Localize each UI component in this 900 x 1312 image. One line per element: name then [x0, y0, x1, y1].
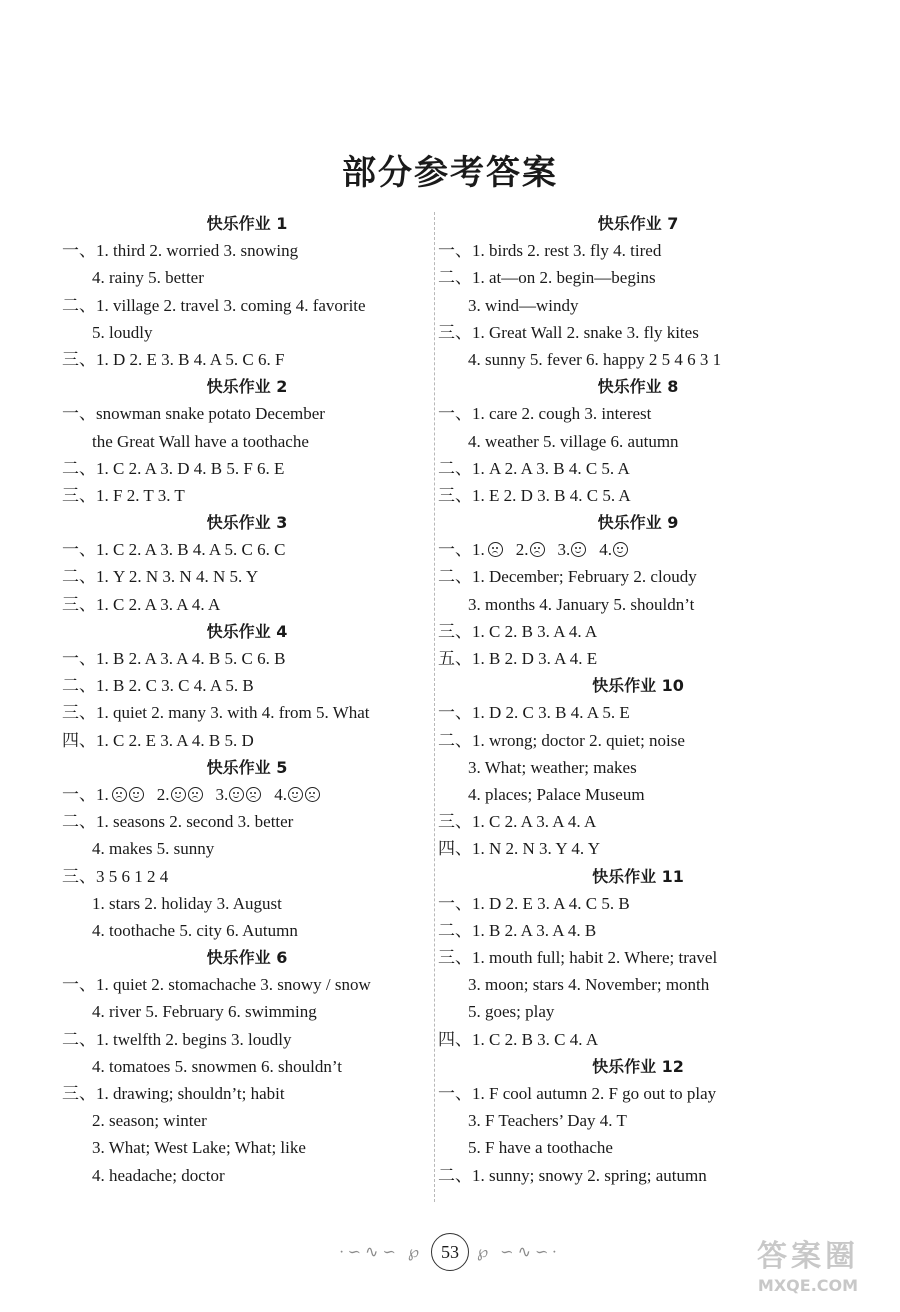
left-answer-column — [62, 210, 432, 1189]
answer-line: 三、1. C 2. A 3. A 4. A — [62, 594, 221, 614]
smiley-face-icon — [171, 787, 186, 802]
answer-line: 3. What; West Lake; What; like — [92, 1138, 306, 1158]
answer-line: 4. makes 5. sunny — [92, 839, 215, 859]
watermark — [728, 1238, 888, 1300]
answer-line: 三、1. D 2. E 3. B 4. A 5. C 6. F — [62, 349, 285, 369]
answer-line: 一、1. birds 2. rest 3. fly 4. tired — [438, 241, 662, 261]
smiley-face-icon — [613, 542, 628, 557]
face-item-label: 3. — [215, 784, 229, 804]
answer-line: 二、1. A 2. A 3. B 4. C 5. A — [438, 458, 630, 478]
answer-line: 一、1. D 2. C 3. B 4. A 5. E — [438, 703, 630, 723]
answer-line: 3. moon; stars 4. November; month — [468, 975, 710, 995]
section-heading: 快乐作业 8 — [597, 377, 679, 397]
answer-line: 5. goes; play — [468, 1002, 555, 1022]
smiley-face-icon — [129, 787, 144, 802]
answer-line: 4. headache; doctor — [92, 1165, 225, 1185]
answer-line: 三、1. E 2. D 3. B 4. C 5. A — [438, 485, 631, 505]
answer-line: 三、1. drawing; shouldn’t; habit — [62, 1084, 285, 1103]
sad-face-icon — [305, 787, 320, 802]
answer-line: 4. rainy 5. better — [92, 268, 204, 288]
answer-line: 二、1. December; February 2. cloudy — [438, 567, 697, 587]
page-number: 53 — [431, 1233, 469, 1271]
answer-line: 3. What; weather; makes — [468, 757, 637, 777]
answer-line: 二、1. twelfth 2. begins 3. loudly — [62, 1029, 292, 1049]
right-answer-column — [438, 210, 838, 1189]
answer-line: 一、1. D 2. E 3. A 4. C 5. B — [438, 893, 630, 913]
answer-line: 二、1. B 2. C 3. C 4. A 5. B — [62, 676, 254, 696]
answer-line: 4. toothache 5. city 6. Autumn — [92, 920, 298, 940]
answer-line: 2. season; winter — [92, 1111, 207, 1131]
section-heading: 快乐作业 11 — [592, 866, 684, 886]
answer-line: 三、1. C 2. A 3. A 4. A — [438, 812, 597, 832]
face-item-label: 3. — [557, 540, 571, 560]
answer-line: 二、1. C 2. A 3. D 4. B 5. F 6. E — [62, 458, 285, 478]
answer-line: 四、1. C 2. B 3. C 4. A — [438, 1029, 599, 1049]
answer-line: 三、1. C 2. B 3. A 4. A — [438, 621, 598, 641]
answer-line: 5. loudly — [92, 322, 153, 342]
answer-line: 5. F have a toothache — [468, 1138, 613, 1158]
answer-line: 4. places; Palace Museum — [468, 784, 645, 804]
answer-line: 4. river 5. February 6. swimming — [92, 1002, 317, 1022]
section-heading: 快乐作业 3 — [206, 513, 288, 533]
section-heading: 快乐作业 5 — [206, 757, 288, 777]
sad-face-icon — [530, 542, 545, 557]
answer-line: 一、1. care 2. cough 3. interest — [438, 404, 652, 424]
watermark-text: 答案圈 — [757, 1239, 859, 1274]
answer-line: 二、1. at—on 2. begin—begins — [438, 268, 656, 288]
face-item-label: 2. — [515, 540, 529, 560]
sad-face-icon — [246, 787, 261, 802]
answer-line: 三、3 5 6 1 2 4 — [62, 866, 169, 886]
answer-line: 4. weather 5. village 6. autumn — [468, 431, 679, 451]
answer-line: 一、1. B 2. A 3. A 4. B 5. C 6. B — [62, 649, 286, 668]
column-divider — [434, 212, 435, 1202]
answer-line: the Great Wall have a toothache — [92, 431, 309, 451]
answer-line: 3. wind—windy — [468, 295, 579, 315]
answer-line: 一、1. F cool autumn 2. F go out to play — [438, 1084, 717, 1103]
face-item-label: 4. — [274, 784, 287, 804]
section-heading: 快乐作业 7 — [597, 214, 679, 233]
answer-line: 二、1. village 2. travel 3. coming 4. favorite — [62, 295, 366, 315]
section-heading: 快乐作业 6 — [206, 948, 288, 968]
face-item-label: 4. — [599, 540, 612, 560]
answer-line: 四、1. C 2. E 3. A 4. B 5. D — [62, 730, 254, 750]
answer-line: 二、1. sunny; snowy 2. spring; autumn — [438, 1165, 707, 1185]
section-heading: 快乐作业 4 — [206, 621, 288, 641]
smiley-face-icon — [571, 542, 586, 557]
answer-line: 二、1. seasons 2. second 3. better — [62, 812, 294, 832]
answer-line: 一、snowman snake potato December — [62, 404, 325, 424]
section-heading: 快乐作业 1 — [206, 214, 288, 233]
answer-line: 一、1. C 2. A 3. B 4. A 5. C 6. C — [62, 540, 286, 560]
answer-line: 五、1. B 2. D 3. A 4. E — [438, 649, 598, 668]
answer-line: 三、1. quiet 2. many 3. with 4. from 5. What — [62, 703, 370, 723]
vine-decoration-left-icon: ∙∽∿∽ ℘ — [339, 1244, 423, 1261]
vine-decoration-right-icon: ℘ ∽∿∽∙ — [477, 1244, 561, 1261]
watermark-domain: MXQE.COM — [757, 1276, 859, 1295]
answer-line: 一、1. quiet 2. stomachache 3. snowy / snow — [62, 975, 371, 995]
answer-line: 四、1. N 2. N 3. Y 4. Y — [438, 839, 600, 859]
smiley-face-icon — [288, 787, 303, 802]
page-title: 部分参考答案 — [342, 153, 558, 193]
sad-face-icon — [188, 787, 203, 802]
answer-line: 三、1. mouth full; habit 2. Where; travel — [438, 948, 718, 968]
answer-line: 一、1. third 2. worried 3. snowing — [62, 241, 299, 261]
answer-line: 三、1. Great Wall 2. snake 3. fly kites — [438, 322, 699, 342]
answer-line: 一、1. 2. 3. 4. — [62, 781, 432, 808]
answer-line: 4. sunny 5. fever 6. happy 2 5 4 6 3 1 — [468, 349, 722, 369]
answer-line: 1. stars 2. holiday 3. August — [92, 893, 282, 913]
sad-face-icon — [488, 542, 503, 557]
answer-line: 二、1. Y 2. N 3. N 4. N 5. Y — [62, 567, 259, 587]
smiley-face-icon — [229, 787, 244, 802]
answer-line: 三、1. F 2. T 3. T — [62, 485, 185, 505]
answer-line: 4. tomatoes 5. snowmen 6. shouldn’t — [92, 1056, 342, 1076]
section-heading: 快乐作业 9 — [597, 513, 679, 533]
sad-face-icon — [112, 787, 127, 802]
answer-line: 二、1. wrong; doctor 2. quiet; noise — [438, 730, 685, 750]
answer-line: 二、1. B 2. A 3. A 4. B — [438, 920, 597, 940]
answer-line: 一、1. 2. 3. 4. — [438, 536, 838, 563]
answer-line: 3. months 4. January 5. shouldn’t — [468, 594, 695, 614]
section-heading: 快乐作业 2 — [206, 377, 288, 397]
face-item-label: 2. — [156, 784, 170, 804]
section-heading: 快乐作业 10 — [592, 676, 684, 696]
section-heading: 快乐作业 12 — [592, 1056, 684, 1076]
answer-line: 3. F Teachers’ Day 4. T — [468, 1111, 627, 1131]
